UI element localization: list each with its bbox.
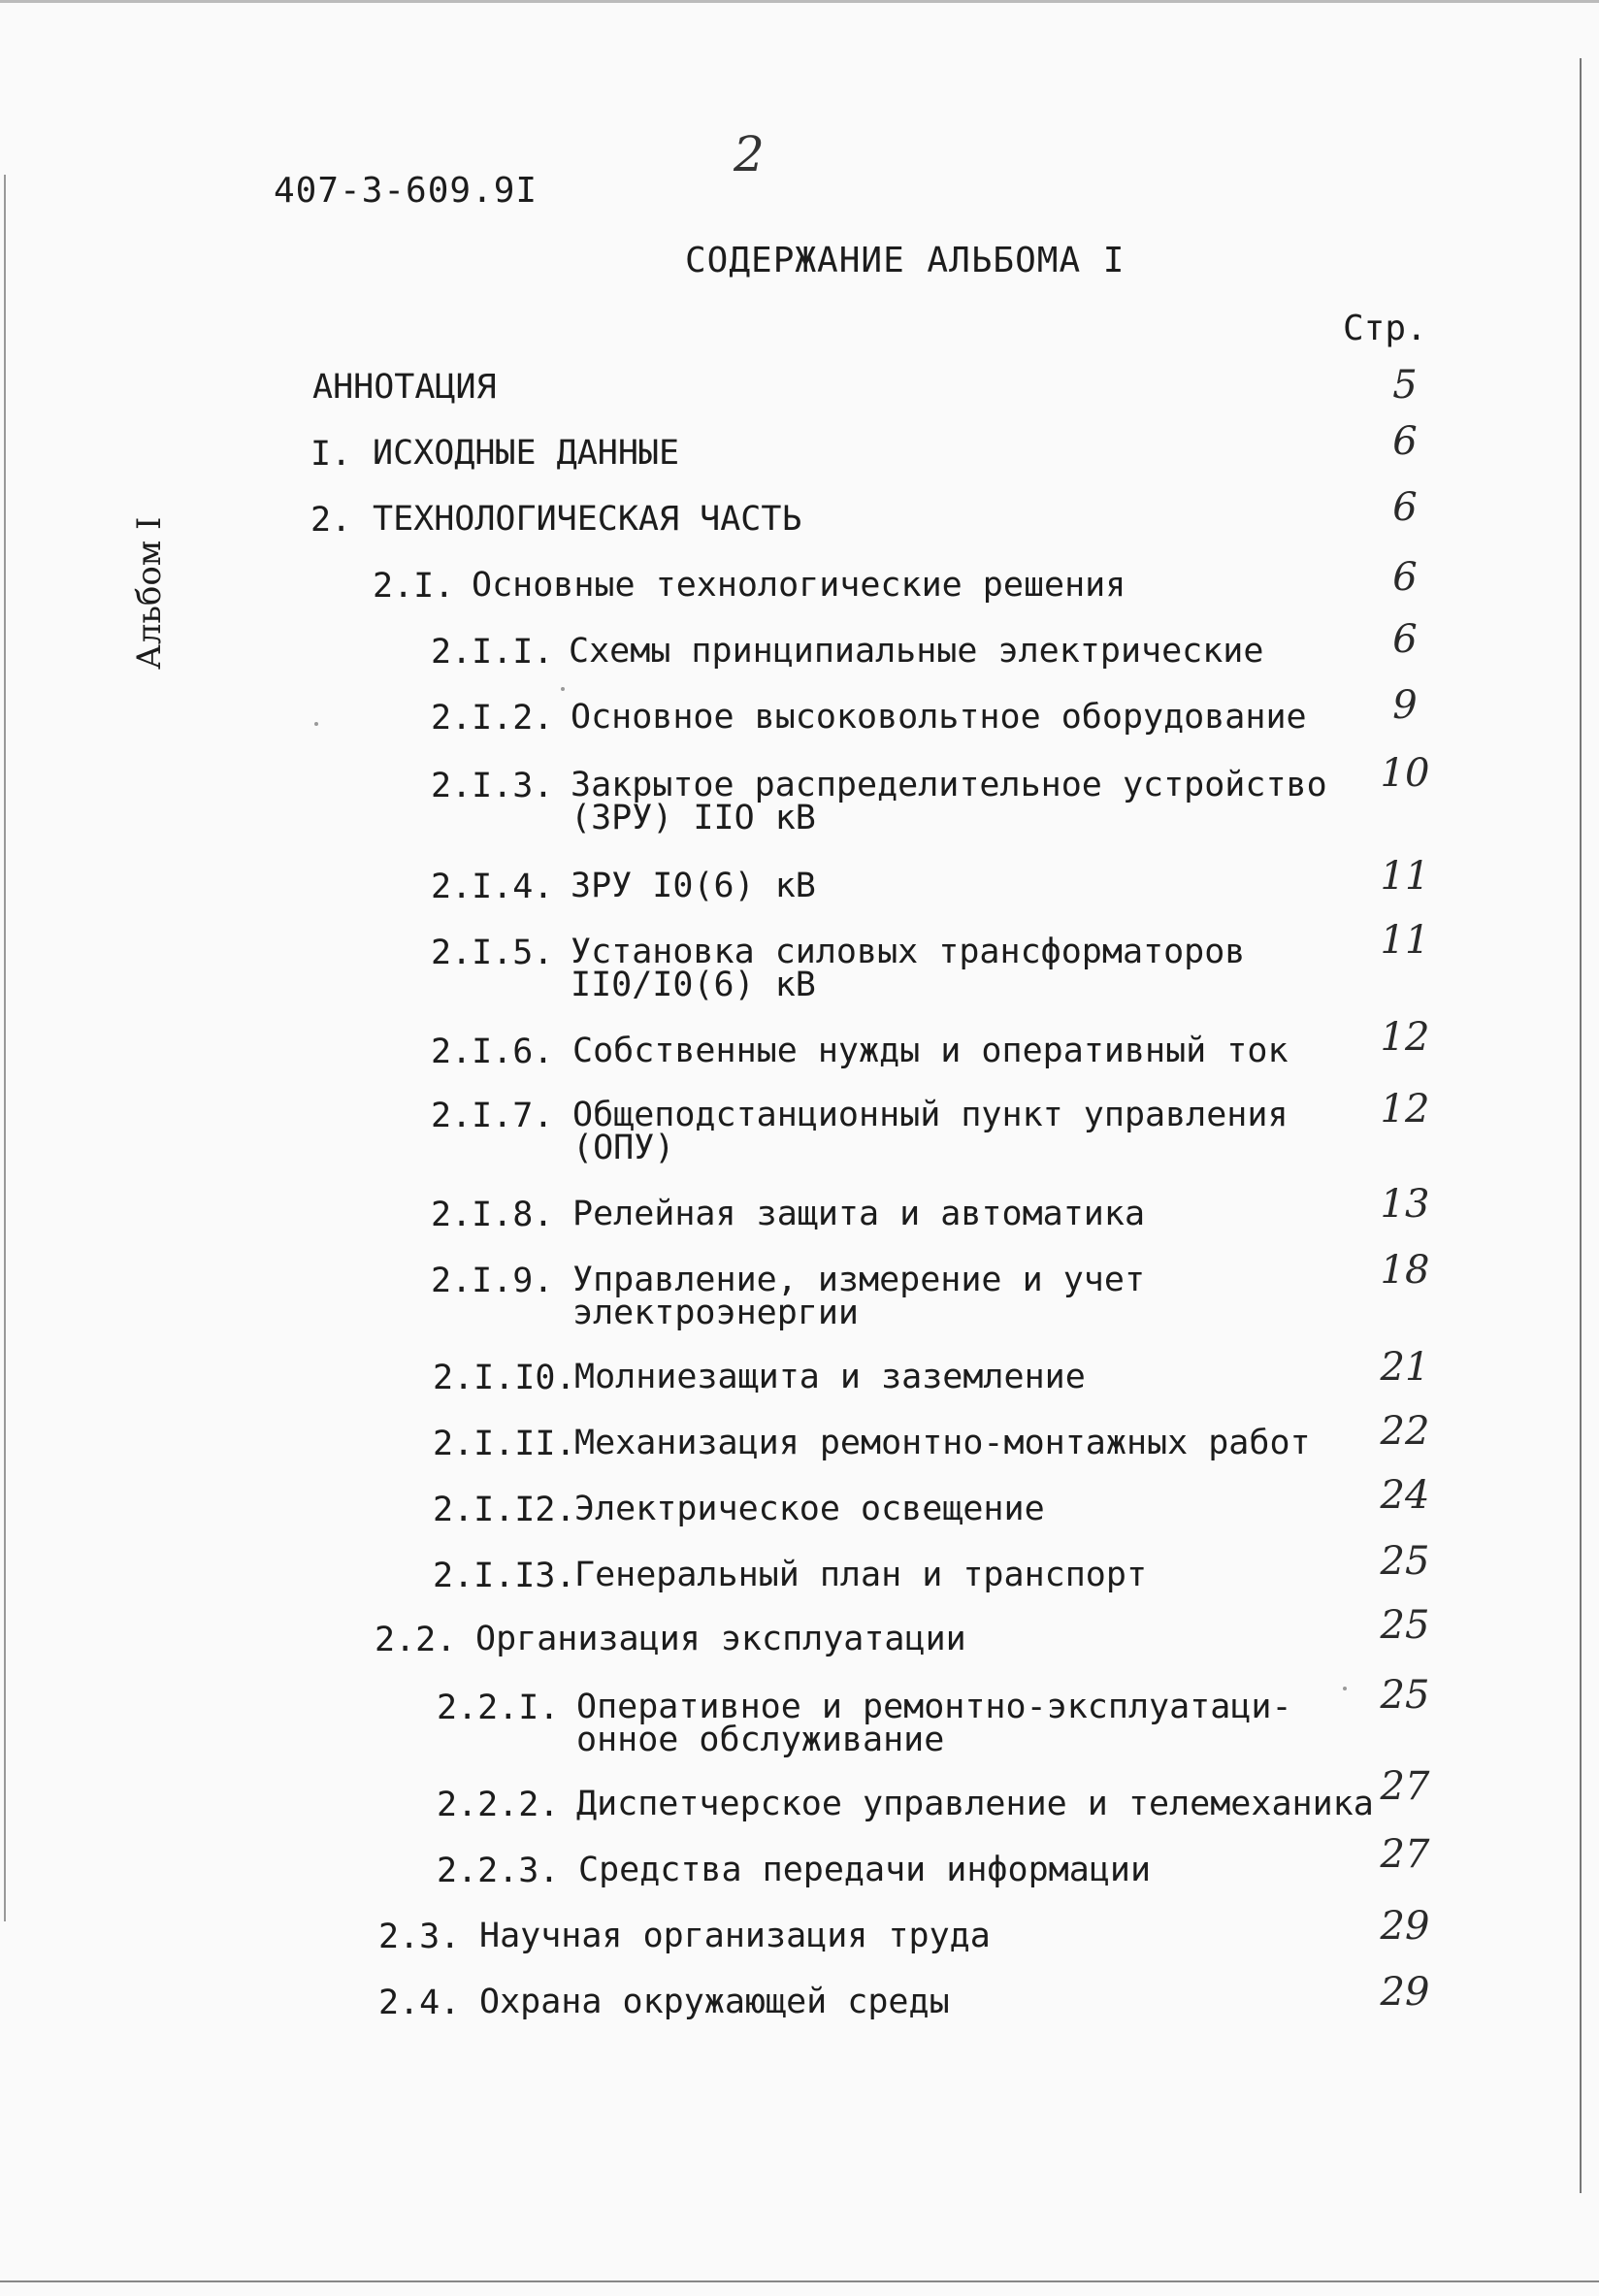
toc-entry-page: 12 [1380,1087,1430,1132]
toc-entry-title: Установка силовых трансформаторов II0/I0(6) кВ [571,933,1246,1004]
toc-entry-number: 2.I.I. [431,633,554,672]
toc-entry-page: 18 [1380,1248,1430,1293]
toc-entry-page: 22 [1380,1409,1430,1454]
toc-entry-title: Молниезащита и заземление [574,1358,1086,1396]
toc-entry-page: 10 [1380,751,1430,796]
toc-entry-page: 13 [1380,1182,1430,1227]
toc-entry-number: 2.2.2. [437,1786,560,1824]
toc-entry-number: 2.I.I3. [433,1557,576,1595]
scan-edge-top [0,0,1599,3]
document-code: 407-3-609.9I [274,171,538,211]
toc-entry-title: Закрытое распределительное устройство (ЗРУ) IIO кВ [571,766,1327,837]
toc-entry-title: ИСХОДНЫЕ ДАННЫЕ [373,434,680,473]
toc-entry-page: 27 [1380,1832,1430,1877]
page-column-header: Стр. [1343,309,1427,348]
toc-entry-page: 27 [1380,1764,1430,1809]
toc-entry-title: Организация эксплуатации [475,1620,966,1658]
toc-entry-page: 25 [1380,1673,1430,1718]
toc-entry-page: 29 [1380,1904,1430,1949]
toc-entry-number: 2.3. [378,1918,461,1956]
toc-entry-title: Основные технологические решения [472,566,1126,605]
toc-entry-number: 2. [310,501,352,540]
toc-entry-title: Средства передачи информации [578,1851,1152,1889]
toc-entry-number: 2.2. [375,1621,457,1659]
toc-entry-page: 9 [1392,683,1418,728]
toc-entry-title: Генеральный план и транспорт [574,1556,1148,1594]
toc-entry-number: 2.I.9. [431,1262,554,1300]
toc-entry-page: 12 [1380,1015,1430,1060]
toc-entry-page: 24 [1380,1473,1430,1518]
toc-entry-number: 2.4. [378,1984,461,2022]
toc-entry-number: 2.I.II. [433,1425,576,1463]
toc-entry-page: 11 [1380,918,1430,963]
toc-entry-title: Механизация ремонтно-монтажных работ [574,1424,1311,1462]
toc-entry-number: 2.2.I. [437,1689,560,1727]
scan-edge-right [1580,58,1582,2193]
toc-entry-number: 2.I.5. [431,934,554,972]
scan-speck [1343,1687,1347,1690]
toc-entry-title: Общеподстанционный пункт управления (ОПУ) [572,1096,1289,1167]
toc-entry-number: 2.I.6. [431,1033,554,1071]
toc-entry-title: АННОТАЦИЯ [312,368,497,407]
toc-entry-title: Научная организация труда [479,1917,991,1955]
scan-edge-left [4,175,6,1921]
toc-entry-title: Управление, измерение и учет электроэнергии [572,1261,1146,1332]
toc-entry-number: 2.I.2. [431,699,554,738]
page-title: СОДЕРЖАНИЕ АЛЬБОМА I [685,241,1126,280]
toc-entry-number: 2.I.4. [431,868,554,906]
toc-entry-number: 2.I.8. [431,1196,554,1234]
toc-entry-page: 6 [1392,485,1418,530]
toc-entry-number: I. [310,435,352,474]
toc-entry-number: 2.2.3. [437,1852,560,1890]
scan-speck [561,687,565,691]
toc-entry-number: 2.I.I2. [433,1491,576,1529]
scan-edge-bottom [0,2280,1599,2282]
toc-entry-title: Электрическое освещение [574,1490,1045,1528]
toc-entry-title: ЗРУ I0(6) кВ [571,867,816,905]
scan-speck [314,722,318,726]
toc-entry-number: 2.I. [373,567,455,606]
toc-entry-number: 2.I.7. [431,1097,554,1135]
album-side-label: Альбом I [130,516,169,670]
toc-entry-page: 6 [1392,617,1418,662]
toc-entry-page: 25 [1380,1603,1430,1648]
toc-entry-title: Охрана окружающей среды [479,1983,950,2021]
toc-entry-page: 29 [1380,1970,1430,2015]
toc-entry-title: Релейная защита и автоматика [572,1195,1146,1233]
toc-entry-page: 25 [1380,1539,1430,1584]
page-number: 2 [734,126,765,182]
toc-entry-title: Схемы принципиальные электрические [569,632,1264,671]
toc-entry-title: ТЕХНОЛОГИЧЕСКАЯ ЧАСТЬ [373,500,802,539]
toc-entry-title: Оперативное и ремонтно-эксплуатаци- онное обслуживание [576,1688,1292,1759]
toc-entry-title: Диспетчерское управление и телемеханика [576,1785,1374,1823]
toc-entry-title: Собственные нужды и оперативный ток [572,1032,1289,1070]
toc-entry-page: 6 [1392,419,1418,464]
toc-entry-number: 2.I.3. [431,767,554,805]
toc-entry-page: 5 [1392,363,1418,408]
toc-entry-page: 6 [1392,555,1418,600]
toc-entry-number: 2.I.I0. [433,1359,576,1397]
toc-entry-page: 21 [1380,1345,1430,1390]
toc-entry-title: Основное высоковольтное оборудование [571,698,1307,737]
toc-entry-page: 11 [1380,854,1430,899]
